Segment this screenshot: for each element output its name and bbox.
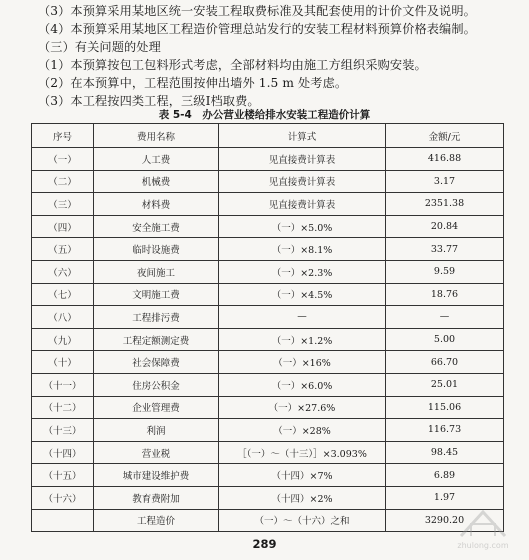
page-number: 289 xyxy=(252,537,277,551)
cell-name: 企业管理费 xyxy=(94,396,219,419)
cell-formula: （十四）×7% xyxy=(219,464,386,487)
cell-formula: （一）×16% xyxy=(219,351,386,374)
cell-amount: 5.00 xyxy=(386,328,504,351)
watermark-text: zhulong.com xyxy=(457,541,509,550)
cell-formula: 见直接费计算表 xyxy=(219,148,386,171)
cell-formula: ［（一）～（十三）］×3.093% xyxy=(219,441,386,464)
cell-amount: 66.70 xyxy=(386,351,504,374)
cell-name: 夜间施工 xyxy=(94,260,219,283)
watermark-logo xyxy=(453,506,513,550)
cell-index: （十五） xyxy=(32,464,94,487)
section-heading: （三）有关问题的处理 xyxy=(38,40,161,54)
table-caption: 表 5-4 办公营业楼给排水安装工程造价计算 xyxy=(158,109,371,121)
cell-index: （十六） xyxy=(32,486,94,509)
table-row xyxy=(32,170,504,193)
cell-name: 教育费附加 xyxy=(94,486,219,509)
cell-formula: （一）×4.5% xyxy=(219,283,386,306)
cell-name: 营业税 xyxy=(94,441,219,464)
cell-formula: （一）×6.0% xyxy=(219,373,386,396)
cell-formula: （一）～（十六）之和 xyxy=(219,509,386,532)
cell-index: （十二） xyxy=(32,396,94,419)
cell-amount: 1.97 xyxy=(386,486,504,509)
cell-name: 文明施工费 xyxy=(94,283,219,306)
cell-amount: 33.77 xyxy=(386,238,504,261)
table-row xyxy=(32,396,504,419)
cell-index: （十一） xyxy=(32,373,94,396)
cell-formula: （一）×1.2% xyxy=(219,328,386,351)
cell-index: （五） xyxy=(32,238,94,261)
cell-formula: （一）×27.6% xyxy=(219,396,386,419)
table-body xyxy=(32,148,504,532)
cell-index xyxy=(32,509,94,532)
cell-index: （九） xyxy=(32,328,94,351)
cell-formula: — xyxy=(219,306,386,329)
cell-amount: — xyxy=(386,306,504,329)
table-row xyxy=(32,351,504,374)
cell-name: 城市建设维护费 xyxy=(94,464,219,487)
cost-table xyxy=(31,123,504,532)
table-row xyxy=(32,464,504,487)
cell-name: 安全施工费 xyxy=(94,215,219,238)
cell-name: 工程排污费 xyxy=(94,306,219,329)
cell-amount: 2351.38 xyxy=(386,193,504,216)
cell-index: （七） xyxy=(32,283,94,306)
table-row xyxy=(32,193,504,216)
cell-index: （八） xyxy=(32,306,94,329)
header-index: 序号 xyxy=(32,124,94,148)
cell-index: （三） xyxy=(32,193,94,216)
cell-index: （十） xyxy=(32,351,94,374)
cell-name: 工程造价 xyxy=(94,509,219,532)
cell-name: 人工费 xyxy=(94,148,219,171)
table-header-row xyxy=(32,124,504,148)
cell-formula: （一）×28% xyxy=(219,419,386,442)
header-amount: 金额/元 xyxy=(386,124,504,148)
paragraph-4: （4）本预算采用某地区工程造价管理总站发行的安装工程材料预算价格表编制。 xyxy=(38,22,476,36)
cell-amount: 20.84 xyxy=(386,215,504,238)
cell-formula: （一）×8.1% xyxy=(219,238,386,261)
table-row xyxy=(32,373,504,396)
table-row xyxy=(32,306,504,329)
table-row xyxy=(32,238,504,261)
cell-formula: （一）×5.0% xyxy=(219,215,386,238)
cell-amount: 115.06 xyxy=(386,396,504,419)
header-name: 费用名称 xyxy=(94,124,219,148)
cell-name: 社会保障费 xyxy=(94,351,219,374)
table-row xyxy=(32,283,504,306)
cell-amount: 18.76 xyxy=(386,283,504,306)
cell-index: （一） xyxy=(32,148,94,171)
cell-amount: 3290.20 xyxy=(386,509,504,532)
paragraph-item-1: （1）本预算按包工包料形式考虑，全部材料均由施工方组织采购安装。 xyxy=(38,58,427,72)
cell-amount: 98.45 xyxy=(386,441,504,464)
watermark-house-icon xyxy=(453,506,513,540)
cell-name: 材料费 xyxy=(94,193,219,216)
table-row xyxy=(32,328,504,351)
cell-amount: 116.73 xyxy=(386,419,504,442)
paragraph-item-2: （2）在本预算中，工程范围按伸出墙外 1.5 m 处考虑。 xyxy=(38,76,348,90)
cell-amount: 6.89 xyxy=(386,464,504,487)
cell-amount: 25.01 xyxy=(386,373,504,396)
paragraph-item-3: （3）本工程按四类工程，三级Ⅰ档取费。 xyxy=(38,94,260,108)
cell-name: 住房公积金 xyxy=(94,373,219,396)
cell-amount: 3.17 xyxy=(386,170,504,193)
header-formula: 计算式 xyxy=(219,124,386,148)
table-row xyxy=(32,148,504,171)
table-row xyxy=(32,486,504,509)
cell-name: 机械费 xyxy=(94,170,219,193)
cell-formula: （十四）×2% xyxy=(219,486,386,509)
cell-index: （四） xyxy=(32,215,94,238)
paragraph-3: （3）本预算采用某地区统一安装工程取费标准及其配套使用的计价文件及说明。 xyxy=(38,4,476,18)
table-row xyxy=(32,509,504,532)
cell-name: 利润 xyxy=(94,419,219,442)
cell-index: （六） xyxy=(32,260,94,283)
cell-name: 临时设施费 xyxy=(94,238,219,261)
table-row xyxy=(32,260,504,283)
table-row xyxy=(32,419,504,442)
table-row xyxy=(32,215,504,238)
cell-index: （二） xyxy=(32,170,94,193)
cell-formula: 见直接费计算表 xyxy=(219,193,386,216)
cell-name: 工程定额测定费 xyxy=(94,328,219,351)
cell-amount: 416.88 xyxy=(386,148,504,171)
table-row xyxy=(32,441,504,464)
cell-amount: 9.59 xyxy=(386,260,504,283)
cell-formula: 见直接费计算表 xyxy=(219,170,386,193)
cell-index: （十三） xyxy=(32,419,94,442)
cell-index: （十四） xyxy=(32,441,94,464)
cell-formula: （一）×2.3% xyxy=(219,260,386,283)
